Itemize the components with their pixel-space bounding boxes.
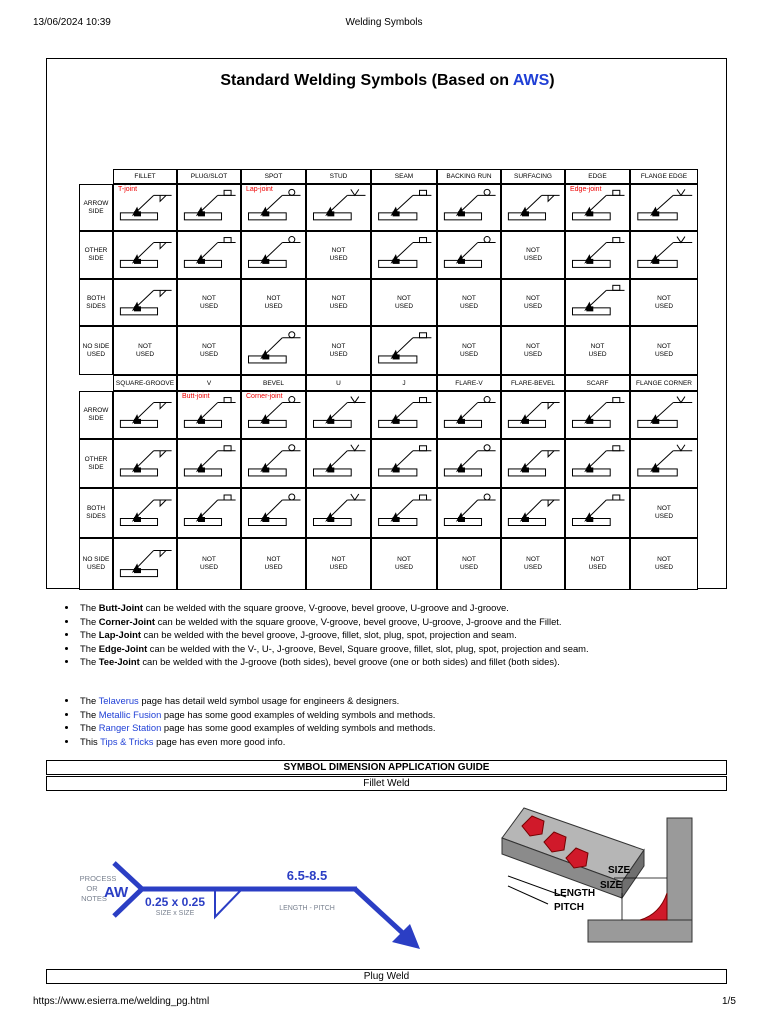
weld-symbol-cell: [177, 231, 241, 279]
weld-symbol-cell: [177, 439, 241, 488]
table2-row-header: ARROW SIDE: [79, 391, 113, 439]
weld-symbol-drawing: [307, 392, 371, 439]
weld-symbol-drawing: [178, 185, 241, 231]
weld-symbol-drawing: [631, 185, 698, 231]
external-link[interactable]: Telaverus: [98, 695, 139, 706]
weld-symbol-cell: [177, 391, 241, 439]
weld-symbol-drawing: [438, 440, 501, 488]
length-pitch-caption: LENGTH - PITCH: [279, 905, 335, 912]
base-plate: [588, 920, 692, 942]
weld-symbol-cell: [177, 184, 241, 231]
weld-symbol-cell: [371, 184, 437, 231]
weld-symbol-drawing: [372, 232, 437, 279]
joint-type-label: Butt-joint: [182, 393, 210, 400]
table1-col-header: FILLET: [113, 169, 177, 184]
not-used-cell: NOT USED: [565, 538, 630, 590]
weld-symbol-drawing: [372, 489, 437, 538]
table1-row-header: NO SIDE USED: [79, 326, 113, 375]
weld-symbol-cell: [565, 488, 630, 538]
table1-col-header: SURFACING: [501, 169, 565, 184]
table2-col-header: FLARE-BEVEL: [501, 375, 565, 391]
not-used-cell: NOT USED: [437, 538, 501, 590]
chart-title: Standard Welding Symbols (Based on AWS): [220, 72, 555, 89]
table1-corner: [79, 169, 113, 184]
size-value: 0.25 x 0.25: [144, 895, 206, 909]
table2-col-header: FLARE-V: [437, 375, 501, 391]
table1-col-header: SEAM: [371, 169, 437, 184]
weld-symbol-drawing: [114, 539, 177, 590]
notes-label: NOTES: [81, 894, 107, 903]
weld-symbol-cell: [501, 184, 565, 231]
aw-label: AW: [104, 884, 129, 901]
joint-note: • The Lap-Joint can be welded with the bevel groove, J-groove, fillet, slot, plug, spot, projection and seam.: [78, 628, 589, 642]
weld-symbol-drawing: [307, 440, 371, 488]
external-link[interactable]: Ranger Station: [98, 722, 162, 734]
weld-symbol-drawing: [114, 440, 177, 488]
table2-col-header: FLANGE CORNER: [630, 375, 698, 391]
table2-col-header: BEVEL: [241, 375, 306, 391]
weld-symbol-cell: [113, 538, 177, 590]
weld-symbol-cell: [113, 391, 177, 439]
weld-symbol-cell: [371, 439, 437, 488]
weld-symbol-cell: [241, 439, 306, 488]
weld-symbol-drawing: [372, 392, 437, 439]
joint-type-label: Corner-joint: [246, 393, 283, 400]
external-link[interactable]: Tips & Tricks: [100, 735, 154, 747]
weld-symbol-cell: [630, 439, 698, 488]
weld-symbol-cell: [371, 326, 437, 375]
weld-symbol-cell: [565, 279, 630, 326]
weld-symbol-drawing: [114, 280, 177, 326]
joint-type-label: Edge-joint: [570, 186, 602, 193]
weld-symbol-drawing: [114, 489, 177, 538]
weld-symbol-drawing: [372, 185, 437, 231]
weld-symbol-drawing: [502, 489, 565, 538]
weld-symbol-drawing: [502, 440, 565, 488]
weld-symbol-cell: [565, 231, 630, 279]
joint-note: • The Corner-Joint can be welded with the square groove, V-groove, bevel groove, U-groove, J-groove and the Fillet.: [78, 615, 589, 629]
weld-symbol-cell: [630, 184, 698, 231]
weld-symbol-drawing: [114, 232, 177, 279]
fillet-weld-symbol-diagram: [70, 850, 440, 960]
weld-symbol-drawing: [242, 327, 306, 375]
weld-symbol-drawing: [307, 489, 371, 538]
plug-weld-heading: Plug Weld: [46, 969, 727, 984]
weld-symbol-cell: [371, 488, 437, 538]
weld-symbol-drawing: [566, 232, 630, 279]
joint-type-label: T-joint: [118, 186, 138, 193]
weld-symbol-cell: [630, 231, 698, 279]
not-used-cell: NOT USED: [501, 326, 565, 375]
table1-col-header: PLUG/SLOT: [177, 169, 241, 184]
weld-symbol-cell: [437, 391, 501, 439]
pitch-label: PITCH: [554, 902, 584, 913]
weld-symbol-drawing: [438, 232, 501, 279]
not-used-cell: NOT USED: [437, 326, 501, 375]
not-used-cell: NOT USED: [113, 326, 177, 375]
table1-col-header: STUD: [306, 169, 371, 184]
fillet-triangle: [215, 889, 242, 917]
symbol-grid: [79, 137, 698, 571]
weld-symbol-drawing: [242, 440, 306, 488]
joint-note: • The Tee-Joint can be welded with the J-groove (both sides), bevel groove (one or both sides) and fillet (both sides).: [78, 655, 589, 669]
arrow-line: [355, 889, 407, 937]
table2-col-header: SCARF: [565, 375, 630, 391]
not-used-cell: NOT USED: [501, 231, 565, 279]
process-label: PROCESS: [79, 874, 117, 883]
link-note: • The Metallic Fusion page has some good examples of welding symbols and methods.: [78, 708, 435, 722]
header-datetime: 13/06/2024 10:39: [33, 17, 111, 28]
external-link[interactable]: Metallic Fusion: [98, 708, 162, 720]
weld-symbol-drawing: [178, 489, 241, 538]
table2-row-header: BOTH SIDES: [79, 488, 113, 538]
not-used-cell: NOT USED: [565, 326, 630, 375]
weld-symbol-drawing: [372, 327, 437, 375]
joint-note: • The Butt-Joint can be welded with the square groove, V-groove, bevel groove, U-groove and J-groove.: [78, 601, 589, 615]
not-used-cell: NOT USED: [630, 538, 698, 590]
or-label: OR: [86, 884, 98, 893]
table1-col-header: EDGE: [565, 169, 630, 184]
weld-symbol-cell: [565, 439, 630, 488]
not-used-cell: NOT USED: [630, 279, 698, 326]
not-used-cell: NOT USED: [306, 231, 371, 279]
length-pitch-value: 6.5-8.5: [286, 868, 328, 883]
not-used-cell: NOT USED: [630, 326, 698, 375]
table1-row-header: BOTH SIDES: [79, 279, 113, 326]
fillet-weld-isometric-diagram: [494, 798, 704, 956]
weld-symbol-cell: [113, 488, 177, 538]
length-label: LENGTH: [554, 888, 596, 899]
not-used-cell: NOT USED: [177, 326, 241, 375]
weld-symbol-cell: [371, 231, 437, 279]
weld-symbol-drawing: [372, 440, 437, 488]
not-used-cell: NOT USED: [241, 538, 306, 590]
not-used-cell: NOT USED: [241, 279, 306, 326]
table1-col-header: BACKING RUN: [437, 169, 501, 184]
size-label-1: SIZE: [608, 865, 631, 876]
table2-col-header: U: [306, 375, 371, 391]
table2-corner: [79, 375, 113, 391]
weld-symbol-drawing: [566, 280, 630, 326]
not-used-cell: NOT USED: [306, 538, 371, 590]
table2-col-header: SQUARE-GROOVE: [113, 375, 177, 391]
joint-type-label: Lap-joint: [246, 186, 273, 193]
fillet-weld-heading: Fillet Weld: [46, 776, 727, 791]
weld-symbol-cell: [241, 391, 306, 439]
not-used-cell: NOT USED: [306, 279, 371, 326]
weld-symbol-cell: [437, 184, 501, 231]
weld-symbol-drawing: [502, 392, 565, 439]
weld-symbol-drawing: [502, 185, 565, 231]
not-used-cell: NOT USED: [501, 538, 565, 590]
table1-col-header: FLANGE EDGE: [630, 169, 698, 184]
header-title: Welding Symbols: [345, 17, 423, 28]
link-note: • This Tips & Tricks page has even more good info.: [78, 735, 435, 749]
weld-symbol-cell: [113, 439, 177, 488]
weld-symbol-drawing: [438, 185, 501, 231]
weld-symbol-cell: [177, 488, 241, 538]
weld-symbol-cell: [113, 279, 177, 326]
weld-symbol-cell: [306, 391, 371, 439]
weld-symbol-cell: [306, 439, 371, 488]
weld-symbol-cell: [241, 231, 306, 279]
not-used-cell: NOT USED: [177, 538, 241, 590]
weld-symbol-cell: [565, 391, 630, 439]
weld-symbol-drawing: [307, 185, 371, 231]
not-used-cell: NOT USED: [177, 279, 241, 326]
weld-symbol-drawing: [438, 489, 501, 538]
table2-row-header: NO SIDE USED: [79, 538, 113, 590]
table2-row-header: OTHER SIDE: [79, 439, 113, 488]
table1-row-header: ARROW SIDE: [79, 184, 113, 231]
weld-symbol-cell: [501, 488, 565, 538]
weld-symbol-drawing: [438, 392, 501, 439]
weld-symbol-cell: [241, 488, 306, 538]
weld-symbol-cell: [241, 184, 306, 231]
weld-symbol-drawing: [178, 232, 241, 279]
weld-symbol-drawing: [242, 232, 306, 279]
not-used-cell: NOT USED: [501, 279, 565, 326]
weld-symbol-drawing: [566, 440, 630, 488]
table1-col-header: SPOT: [241, 169, 306, 184]
weld-symbol-cell: [241, 326, 306, 375]
weld-symbol-drawing: [631, 392, 698, 439]
link-note: • The Ranger Station page has some good examples of welding symbols and methods.: [78, 721, 435, 735]
footer-url: https://www.esierra.me/welding_pg.html: [33, 996, 210, 1007]
weld-symbol-drawing: [631, 232, 698, 279]
fillet-weld-section: [640, 893, 667, 920]
joint-note: • The Edge-Joint can be welded with the V-, U-, J-groove, Bevel, Square groove, fillet, slot, plug, spot, projection and seam.: [78, 642, 589, 656]
weld-symbol-cell: [306, 184, 371, 231]
weld-symbol-cell: [113, 184, 177, 231]
weld-symbol-cell: [113, 231, 177, 279]
weld-symbol-drawing: [114, 392, 177, 439]
table2-col-header: J: [371, 375, 437, 391]
joint-notes: [64, 601, 589, 669]
weld-symbol-cell: [437, 488, 501, 538]
weld-symbol-cell: [371, 391, 437, 439]
link-note: • The Telaverus page has detail weld symbol usage for engineers & designers.: [78, 694, 435, 708]
not-used-cell: NOT USED: [630, 488, 698, 538]
weld-symbol-cell: [437, 231, 501, 279]
footer-page: 1/5: [722, 996, 736, 1007]
not-used-cell: NOT USED: [371, 279, 437, 326]
welding-symbols-chart: [46, 58, 727, 589]
weld-symbol-cell: [565, 184, 630, 231]
weld-symbol-drawing: [566, 489, 630, 538]
weld-symbol-cell: [501, 391, 565, 439]
size-label-2: SIZE: [600, 880, 623, 891]
weld-symbol-drawing: [178, 440, 241, 488]
not-used-cell: NOT USED: [437, 279, 501, 326]
not-used-cell: NOT USED: [306, 326, 371, 375]
size-caption: SIZE x SIZE: [155, 910, 195, 917]
table1-row-header: OTHER SIDE: [79, 231, 113, 279]
weld-symbol-cell: [501, 439, 565, 488]
weld-symbol-drawing: [566, 392, 630, 439]
weld-symbol-cell: [306, 488, 371, 538]
weld-symbol-drawing: [631, 440, 698, 488]
not-used-cell: NOT USED: [371, 538, 437, 590]
weld-symbol-cell: [630, 391, 698, 439]
table2-col-header: V: [177, 375, 241, 391]
weld-symbol-drawing: [242, 489, 306, 538]
link-notes: [64, 694, 435, 748]
guide-title: SYMBOL DIMENSION APPLICATION GUIDE: [46, 760, 727, 775]
weld-symbol-cell: [437, 439, 501, 488]
